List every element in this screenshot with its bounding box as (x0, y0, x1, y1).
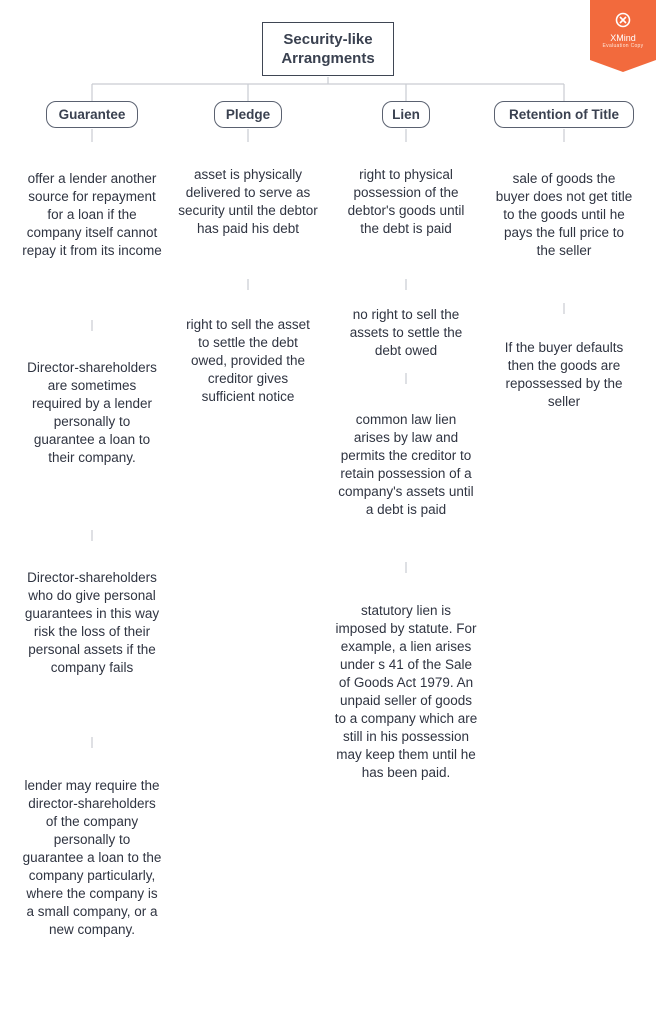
subtopic-text[interactable]: offer a lender another source for repayment for a loan if the company itself cannot repay it from its income (22, 171, 162, 258)
topic-lien[interactable] (382, 101, 430, 128)
topic-guarantee[interactable] (46, 101, 138, 128)
topic-retention-of-title[interactable] (494, 101, 634, 128)
topic-retention-of-title-label: Retention of Title (509, 107, 619, 122)
xmind-watermark (590, 0, 656, 72)
subtopic-text[interactable]: right to sell the asset to settle the debt owed, provided the creditor gives sufficient notice (186, 317, 310, 404)
subtopic-text[interactable]: Director-shareholders who do give personal guarantees in this way risk the loss of their personal assets if the company fails (24, 570, 160, 675)
subtopic-text[interactable]: right to physical possession of the debtor's goods until the debt is paid (347, 167, 465, 236)
subtopic-text[interactable]: statutory lien is imposed by statute. For example, a lien arises under s 41 of the Sale of Goods Act 1979. An unpaid seller of goods to a company which are still in his possession may keep them until he has been paid. (334, 603, 478, 780)
subtopic-text[interactable]: no right to sell the assets to settle the debt owed (349, 307, 463, 358)
watermark-name: XMind (610, 33, 636, 43)
root-topic[interactable] (262, 22, 394, 76)
subtopic-text[interactable]: If the buyer defaults then the goods are repossessed by the seller (504, 340, 624, 409)
subtopic-text[interactable]: Director-shareholders are sometimes required by a lender personally to guarantee a loan to their company. (27, 360, 157, 465)
subtopic-text[interactable]: sale of goods the buyer does not get title to the goods until he pays the full price to the seller (495, 171, 633, 258)
subtopic-text[interactable]: common law lien arises by law and permits the creditor to retain possession of a company's assets until a debt is paid (338, 412, 474, 517)
watermark-subtitle: Evaluation Copy (602, 43, 644, 49)
topic-pledge[interactable] (214, 101, 282, 128)
topic-lien-label: Lien (392, 107, 420, 122)
topic-pledge-label: Pledge (225, 107, 271, 122)
subtopic-text[interactable]: asset is physically delivered to serve as security until the debtor has paid his debt (178, 167, 318, 236)
subtopic-text[interactable]: lender may require the director-shareholders of the company personally to guarantee a loan to the company particularly, where the company is a small company, or a new company. (22, 778, 162, 937)
topic-guarantee-label: Guarantee (58, 107, 126, 122)
root-title: Security-like Arrangments (281, 31, 375, 67)
